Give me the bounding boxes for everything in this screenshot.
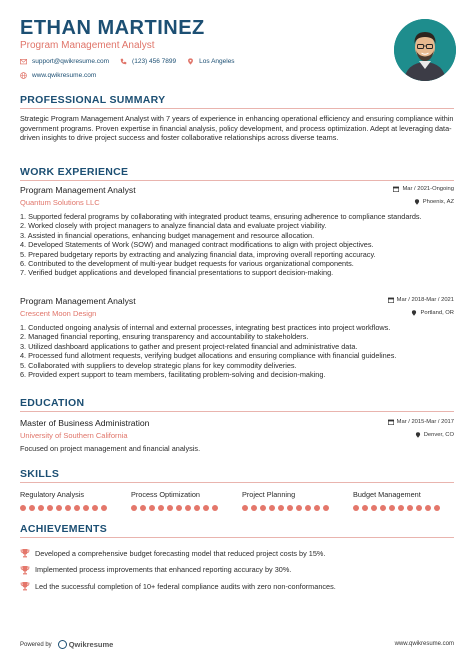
skill-rating-dot — [389, 505, 395, 511]
trophy-icon — [20, 565, 30, 575]
map-pin-icon — [415, 432, 421, 438]
job-2-subheader — [20, 309, 454, 319]
skill-rating-dot — [203, 505, 209, 511]
job-1-role: Program Management Analyst — [20, 185, 136, 195]
skill-rating-dot — [83, 505, 89, 511]
email-icon — [20, 58, 27, 65]
job-2-dates-wrap — [388, 297, 454, 303]
list-item: 2. Managed financial reporting, ensuring transparency and accountability to stakeholders. — [20, 332, 309, 342]
powered-by — [20, 640, 113, 649]
job-1-dates: Mar / 2021-Ongoing — [402, 186, 454, 192]
calendar-icon — [388, 419, 394, 425]
skill-rating-dot — [287, 505, 293, 511]
education-school: University of Southern California — [20, 431, 128, 440]
skill-rating-dot — [314, 505, 320, 511]
skill-item — [131, 490, 231, 511]
job-2-header — [20, 296, 454, 307]
summary-text: Strategic Program Management Analyst with 7 years of experience in enhancing operational efficiency and ensuring compliance within government programs. Proven expertise in financial analysis, policy development, and process optimization. Adept at leveraging data-driven insights to drive project success and foster collaborative relationships across diverse teams. — [20, 114, 454, 142]
education-subheader — [20, 431, 454, 441]
globe-icon — [20, 72, 27, 79]
experience-divider — [20, 180, 454, 181]
education-location: Denver, CO — [423, 432, 454, 438]
skill-rating-dot — [425, 505, 431, 511]
job-2-dates: Mar / 2018-Mar / 2021 — [396, 297, 454, 303]
skill-rating-dot — [296, 505, 302, 511]
skill-item — [20, 490, 120, 511]
achievements-heading: ACHIEVEMENTS — [20, 523, 108, 535]
candidate-name: ETHAN MARTINEZ — [20, 17, 205, 39]
job-1-subheader — [20, 198, 454, 208]
skill-rating-dot — [92, 505, 98, 511]
email-contact[interactable] — [20, 58, 109, 65]
list-item: 5. Prepared budgetary reports by extracting and analyzing financial data, improving overall reporting accuracy. — [20, 249, 376, 259]
skill-rating-dot — [269, 505, 275, 511]
brand-logo[interactable] — [58, 640, 114, 649]
education-heading: EDUCATION — [20, 397, 85, 409]
footer-website[interactable]: www.qwikresume.com — [394, 641, 454, 647]
list-item: 7. Verified budget applications and developed financial presentations to support decision-making. — [20, 268, 334, 278]
list-item: 3. Assisted in financial operations, enhancing budget management and resource allocation. — [20, 230, 315, 240]
email-text: support@qwikresume.com — [32, 58, 110, 65]
skill-rating-dot — [407, 505, 413, 511]
job-1-location: Phoenix, AZ — [422, 199, 454, 205]
skill-rating-dot — [74, 505, 80, 511]
phone-icon — [120, 58, 127, 65]
skill-rating-dot — [416, 505, 422, 511]
education-header — [20, 418, 454, 429]
education-divider — [20, 411, 454, 412]
skill-rating-dot — [434, 505, 440, 511]
skill-rating — [20, 505, 120, 511]
list-item — [20, 578, 454, 595]
brand-name: Qwikresume — [68, 640, 114, 649]
experience-heading: WORK EXPERIENCE — [20, 166, 129, 178]
list-item: 4. Developed Statements of Work (SOW) and managed contract modifications to align with project objectives. — [20, 240, 374, 250]
contact-row-primary — [20, 58, 246, 65]
list-item: 4. Processed fund allotment requests, verifying budget allocations and ensuring compliance with financial guidelines. — [20, 351, 397, 361]
skill-rating-dot — [158, 505, 164, 511]
skill-rating-dot — [362, 505, 368, 511]
skill-rating-dot — [29, 505, 35, 511]
skills-divider — [20, 482, 454, 483]
job-2-location: Portland, OR — [420, 310, 454, 316]
website-text: www.qwikresume.com — [32, 72, 97, 79]
skill-rating-dot — [398, 505, 404, 511]
map-pin-icon — [411, 310, 417, 316]
skill-rating-dot — [380, 505, 386, 511]
skill-label: Budget Management — [353, 490, 421, 499]
skill-rating-dot — [167, 505, 173, 511]
achievement-text: Implemented process improvements that enhanced reporting accuracy by 30%. — [35, 565, 292, 575]
skill-rating-dot — [56, 505, 62, 511]
skill-rating-dot — [242, 505, 248, 511]
skill-rating-dot — [371, 505, 377, 511]
list-item: 6. Provided expert support to team members, facilitating problem-solving and decision-making. — [20, 370, 326, 380]
achievements-list — [20, 545, 454, 595]
achievements-divider — [20, 537, 454, 538]
list-item — [20, 545, 454, 562]
skill-item — [242, 490, 342, 511]
skill-rating-dot — [140, 505, 146, 511]
calendar-icon — [388, 297, 394, 303]
skill-rating-dot — [260, 505, 266, 511]
summary-divider — [20, 108, 454, 109]
education-location-wrap — [415, 432, 454, 438]
location-contact — [187, 58, 234, 65]
skill-rating-dot — [194, 505, 200, 511]
education-description: Focused on project management and financial analysis. — [20, 444, 201, 453]
job-2-role: Program Management Analyst — [20, 296, 136, 306]
skill-label: Process Optimization — [131, 490, 200, 499]
skill-rating-dot — [278, 505, 284, 511]
skill-item — [353, 490, 453, 511]
list-item — [20, 562, 454, 579]
achievement-text: Led the successful completion of 10+ federal compliance audits with zero non-conformances. — [35, 581, 336, 591]
skill-rating-dot — [101, 505, 107, 511]
skill-rating — [131, 505, 231, 511]
job-1-company: Quantum Solutions LLC — [20, 198, 100, 207]
trophy-icon — [20, 548, 30, 558]
skill-label: Project Planning — [242, 490, 296, 499]
skill-rating-dot — [65, 505, 71, 511]
summary-heading: PROFESSIONAL SUMMARY — [20, 94, 166, 106]
list-item: 1. Conducted ongoing analysis of internal and external processes, integrating best practices into project workflows. — [20, 323, 391, 332]
job-1-bullets — [20, 212, 454, 278]
skill-rating-dot — [176, 505, 182, 511]
job-2-location-wrap — [411, 310, 454, 316]
skill-rating — [242, 505, 342, 511]
skill-rating-dot — [305, 505, 311, 511]
powered-by-text: Powered by — [20, 641, 52, 648]
contact-row-secondary — [20, 72, 107, 79]
skill-rating-dot — [323, 505, 329, 511]
skill-rating-dot — [131, 505, 137, 511]
list-item: 1. Supported federal programs by collaborating with integrated product teams, ensuring adherence to compliance standards. — [20, 212, 422, 221]
skills-list — [20, 490, 454, 514]
job-1-header — [20, 185, 454, 196]
skill-label: Regulatory Analysis — [20, 490, 85, 499]
list-item: 2. Worked closely with project managers to analyze financial data and evaluate project viability. — [20, 221, 327, 231]
candidate-title: Program Management Analyst — [20, 40, 155, 51]
phone-contact[interactable] — [120, 58, 176, 65]
phone-text: (123) 456 7899 — [132, 58, 177, 65]
list-item: 5. Collaborated with suppliers to develop strategic plans for key commodity deliveries. — [20, 360, 297, 370]
skill-rating-dot — [353, 505, 359, 511]
achievement-text: Developed a comprehensive budget forecasting model that reduced project costs by 15%. — [35, 548, 326, 558]
skill-rating-dot — [212, 505, 218, 511]
skill-rating-dot — [251, 505, 257, 511]
q-logo-icon — [58, 640, 67, 649]
education-degree: Master of Business Administration — [20, 418, 150, 428]
education-dates: Mar / 2015-Mar / 2017 — [396, 419, 454, 425]
skill-rating-dot — [38, 505, 44, 511]
skills-heading: SKILLS — [20, 468, 60, 480]
job-2-company: Crescent Moon Design — [20, 309, 97, 318]
job-1-location-wrap — [414, 199, 454, 205]
calendar-icon — [393, 186, 399, 192]
footer — [20, 638, 454, 650]
job-2-bullets — [20, 323, 454, 379]
skill-rating-dot — [185, 505, 191, 511]
website-contact[interactable] — [20, 72, 96, 79]
skill-rating-dot — [149, 505, 155, 511]
trophy-icon — [20, 581, 30, 591]
education-dates-wrap — [388, 419, 454, 425]
skill-rating — [353, 505, 453, 511]
map-pin-icon — [187, 58, 194, 65]
list-item: 3. Utilized dashboard applications to gather and present project-related financial and administrative data. — [20, 341, 358, 351]
profile-photo — [394, 19, 456, 81]
skill-rating-dot — [20, 505, 26, 511]
location-text: Los Angeles — [199, 58, 235, 65]
job-1-dates-wrap — [393, 186, 454, 192]
list-item: 6. Contributed to the development of multi-year budget requests for various organizational components. — [20, 259, 354, 269]
skill-rating-dot — [47, 505, 53, 511]
map-pin-icon — [414, 199, 420, 205]
